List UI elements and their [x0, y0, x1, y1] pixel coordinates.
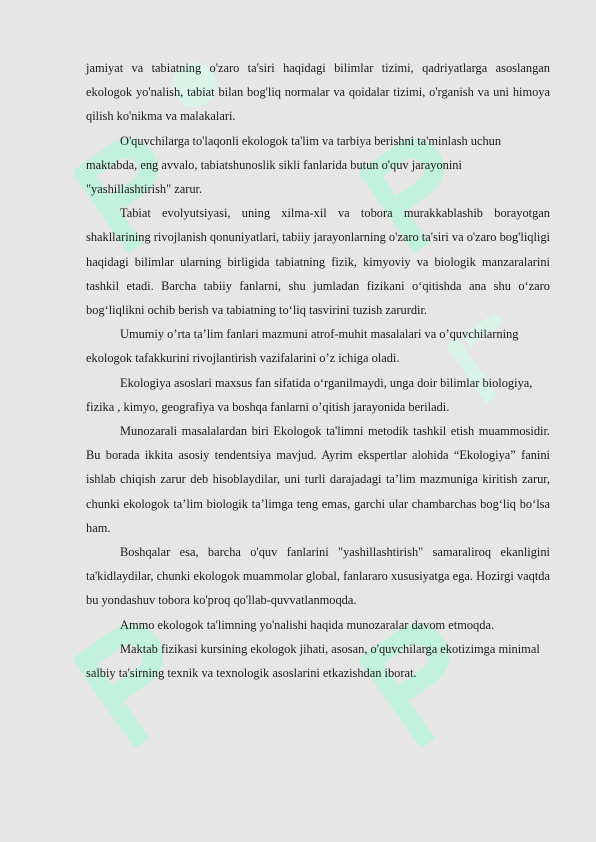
- paragraph-3: Tabiat evolyutsiyasi, uning xilma-xil va tobora murakkablashib borayotgan shakllarining rivojlanish qonuniyatlari, tabiiy jarayonlarning o'zaro ta'siri va o'zaro bog'liqligi haqidagi bilimlar ularning birligida tabiatning fizik, kimyoviy va biologik manzaralarini tashkil etadi. Barcha tabiiy fanlarni, shu jumladan fizikani o‘qitishda ana shu o‘zaro bog‘liqlikni ochib berish va tabiatning to‘liq tasvirini tuzish zarurdir.: [86, 206, 550, 318]
- paragraph-1: jamiyat va tabiatning o'zaro ta'siri haqidagi bilimlar tizimi, qadriyatlarga asoslangan ekologok yo'nalish, tabiat bilan bog'liq normalar va qoidalar tizimi, o'rganish va uni himoya qilish ko'nikma va malakalari.: [86, 61, 550, 124]
- paragraph-6: Munozarali masalalardan biri Ekologok ta'limni metodik tashkil etish muammosidir. Bu borada ikkita asosiy tendentsiya mavjud. Ayrim ekspertlar alohida “Ekologiya” fanini ishlab chiqish zarur deb hisoblaydilar, uni turli darajadagi ta’lim mazmuniga kiritish zarur, chunki ekologok ta’lim biologik ta’limga teng emas, garchi ular chambarchas bog‘liq bo‘lsa ham.: [86, 424, 550, 535]
- paragraph-8: Ammo ekologok ta'limning yo'nalishi haqida munozaralar davom etmoqda.: [120, 617, 495, 632]
- paragraph-4: Umumiy o’rta ta’lim fanlari mazmuni atrof-muhit masalalari va o’quvchilarning ekologok tafakkurini rivojlantirish vazifalarini o’z ichiga oladi.: [86, 327, 519, 366]
- paragraph-7: Boshqalar esa, barcha o'quv fanlarini "yashillashtirish" samaraliroq ekanligini ta'kidlaydilar, chunki ekologok muammolar global, fanlararo xususiyatga ega. Hozirgi vaqtda bu yondashuv tobora ko'proq qo'llab-quvvatlanmoqda.: [86, 545, 550, 608]
- paragraph-10: salbiy ta'sirning texnik va texnologik asoslarini etkazishdan iborat.: [86, 666, 417, 681]
- paragraph-2: O'quvchilarga to'laqonli ekologok ta'lim va tarbiya berishni ta'minlash uchun maktabda, eng avvalo, tabiatshunoslik sikli fanlarida butun o'quv jarayonini "yashillashtirish" zarur.: [86, 133, 502, 197]
- paragraph-9: Maktab fizikasi kursining ekologok jihati, asosan, o'quvchilarga ekotizimga minimal: [120, 641, 540, 656]
- paragraph-5: Ekologiya asoslari maxsus fan sifatida o‘rganilmaydi, unga doir bilimlar biologiya, fizika , kimyo, geografiya va boshqa fanlarni o’qitish jarayonida beriladi.: [86, 375, 533, 414]
- document-body: [86, 56, 550, 685]
